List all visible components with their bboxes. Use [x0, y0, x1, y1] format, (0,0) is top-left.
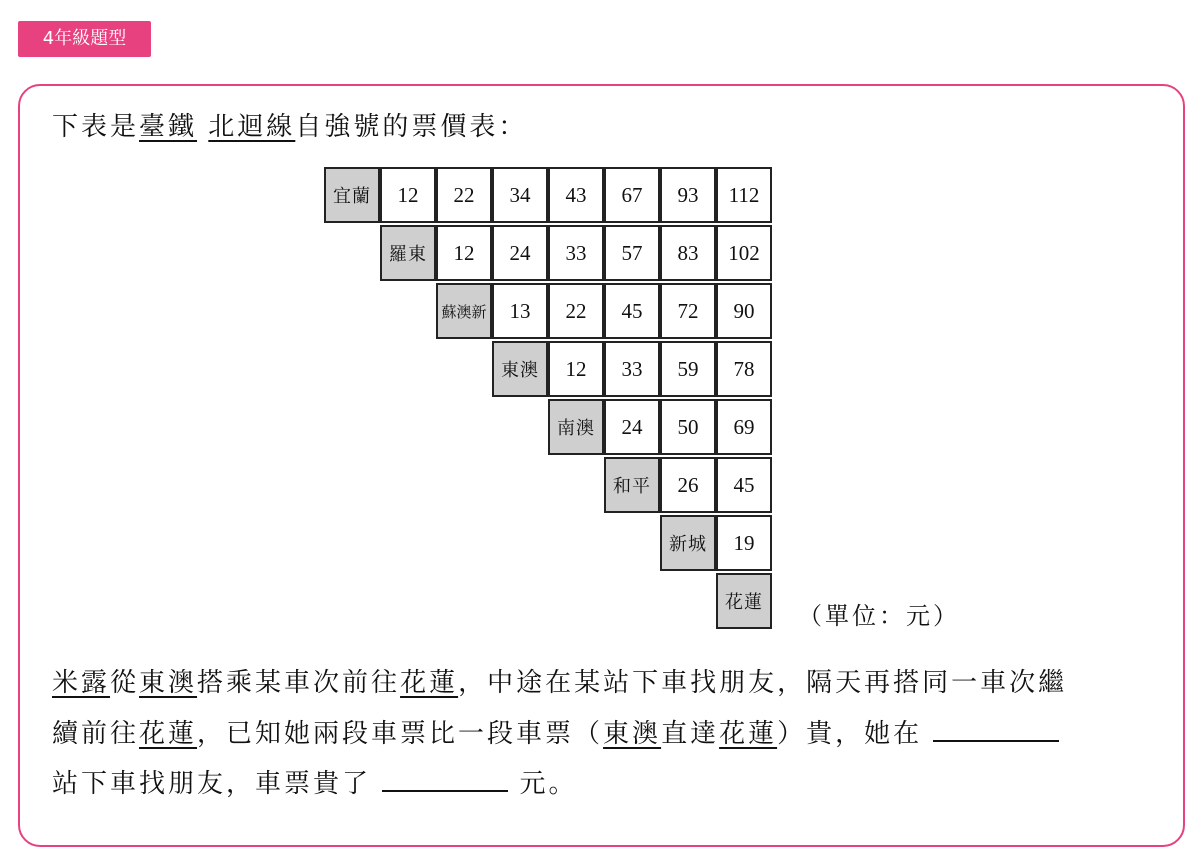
- fare-cell: 67: [604, 167, 660, 223]
- fare-cell: 22: [436, 167, 492, 223]
- q2-text-e: 直達: [661, 719, 720, 749]
- fare-cell: 12: [380, 167, 436, 223]
- fare-cell: 33: [604, 341, 660, 397]
- fare-cell: 24: [604, 399, 660, 455]
- q3-text-a: 站下車找朋友，車票貴了: [52, 769, 372, 799]
- question-line-1: [52, 662, 1067, 699]
- fare-cell: 22: [548, 283, 604, 339]
- fare-cell: 12: [548, 341, 604, 397]
- fare-cell: 72: [660, 283, 716, 339]
- q3-text-b: 元。: [519, 769, 578, 799]
- destination-station-2: 花蓮: [139, 719, 198, 749]
- fare-cell: 43: [548, 167, 604, 223]
- fare-cell: 24: [492, 225, 548, 281]
- origin-station-2: 東澳: [603, 719, 662, 749]
- q1-text-b: 從: [110, 668, 140, 698]
- fare-cell: 69: [716, 399, 772, 455]
- fare-cell: 45: [604, 283, 660, 339]
- q2-text-g: ）貴，她在: [777, 719, 923, 749]
- intro-text: [52, 106, 527, 143]
- fare-cell: 59: [660, 341, 716, 397]
- fare-cell: 19: [716, 515, 772, 571]
- q1-text-d: 搭乘某車次前往: [197, 668, 401, 698]
- fare-cell: 57: [604, 225, 660, 281]
- intro-prefix: 下表是: [52, 112, 140, 142]
- station-answer-blank[interactable]: [933, 739, 1059, 742]
- fare-cell: 102: [716, 225, 772, 281]
- q2-text-a: 續前往: [52, 719, 140, 749]
- grade-badge: 4年級題型: [18, 21, 151, 57]
- fare-cell: 83: [660, 225, 716, 281]
- fare-cell: 112: [716, 167, 772, 223]
- intro-suffix: 自強號的票價表：: [295, 112, 528, 142]
- person-name: 米露: [52, 668, 111, 698]
- fare-cell: 78: [716, 341, 772, 397]
- fare-cell: 93: [660, 167, 716, 223]
- question-line-3: [52, 763, 578, 800]
- station-cell: 和平: [604, 457, 660, 513]
- station-cell: 宜蘭: [324, 167, 380, 223]
- fare-cell: 13: [492, 283, 548, 339]
- origin-station: 東澳: [139, 668, 198, 698]
- fare-cell: 33: [548, 225, 604, 281]
- station-cell: 花蓮: [716, 573, 772, 629]
- destination-station-3: 花蓮: [719, 719, 778, 749]
- station-cell: 東澳: [492, 341, 548, 397]
- q1-text-f: ，中途在某站下車找朋友，隔天再搭同一車次繼: [458, 668, 1068, 698]
- fare-cell: 45: [716, 457, 772, 513]
- station-cell: 蘇澳新: [436, 283, 492, 339]
- station-cell: 南澳: [548, 399, 604, 455]
- fare-cell: 26: [660, 457, 716, 513]
- fare-cell: 90: [716, 283, 772, 339]
- price-answer-blank[interactable]: [382, 789, 508, 792]
- q2-text-c: ，已知她兩段車票比一段車票（: [197, 719, 604, 749]
- station-cell: 新城: [660, 515, 716, 571]
- fare-cell: 34: [492, 167, 548, 223]
- fare-cell: 50: [660, 399, 716, 455]
- destination-station: 花蓮: [400, 668, 459, 698]
- question-line-2: [52, 713, 1059, 750]
- line-name: 北迴線: [208, 112, 296, 142]
- unit-note: （單位：元）: [798, 602, 960, 630]
- fare-cell: 12: [436, 225, 492, 281]
- railway-name: 臺鐵: [139, 112, 198, 142]
- station-cell: 羅東: [380, 225, 436, 281]
